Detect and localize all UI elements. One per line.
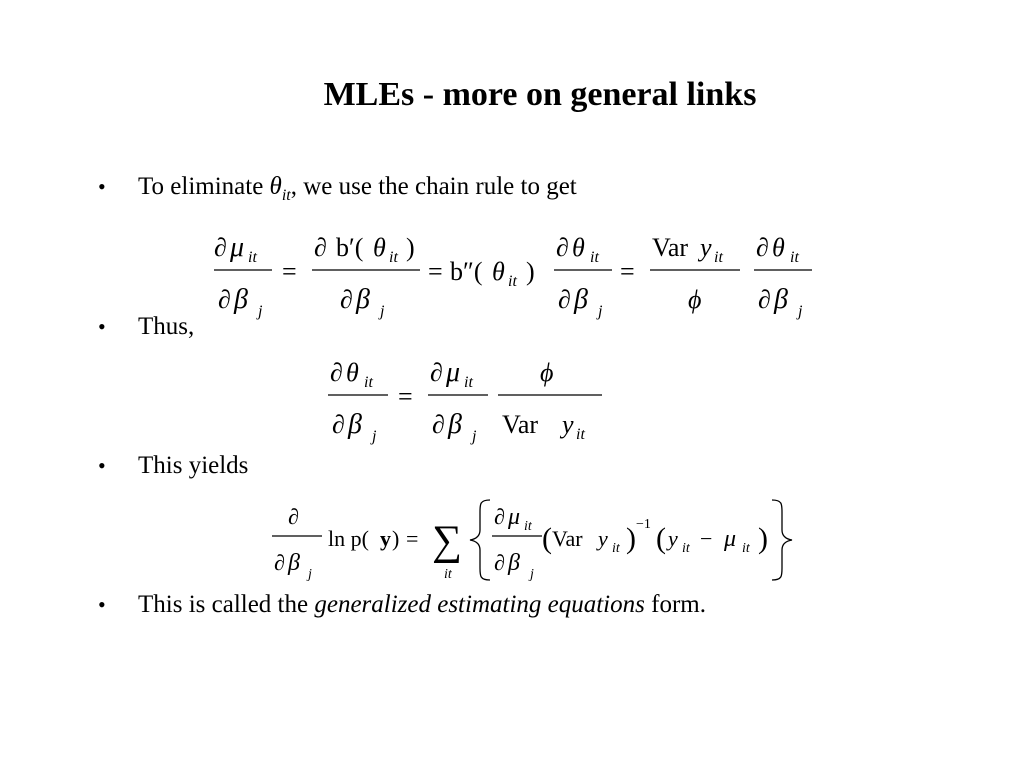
svg-text:): ): [406, 233, 415, 262]
svg-text:): ): [626, 522, 636, 555]
svg-text:β: β: [508, 550, 520, 576]
svg-text:it: it: [590, 249, 599, 266]
svg-text:Var: Var: [552, 526, 583, 551]
svg-text:θ: θ: [772, 233, 785, 262]
svg-text:y: y: [562, 410, 574, 439]
svg-text:β: β: [234, 284, 248, 315]
svg-text:∂: ∂: [432, 410, 445, 439]
slide-title: MLEs - more on general links: [323, 76, 757, 113]
svg-text:Var: Var: [502, 410, 539, 439]
svg-text:y: y: [380, 526, 391, 551]
svg-text:y: y: [598, 526, 608, 551]
svg-text:∂: ∂: [340, 285, 353, 314]
bullet-gee-form: [98, 590, 706, 620]
svg-text:b″(: b″(: [450, 257, 483, 286]
svg-text:ϕ: ϕ: [540, 358, 554, 387]
svg-text:=: =: [398, 382, 413, 411]
svg-text:μ: μ: [724, 526, 737, 552]
bullet-chain-rule: [98, 172, 577, 211]
svg-text:∂: ∂: [558, 285, 571, 314]
svg-text:∂: ∂: [332, 410, 345, 439]
svg-text:it: it: [612, 541, 620, 556]
svg-text:ln p(: ln p(: [328, 526, 369, 551]
svg-text:it: it: [682, 541, 690, 556]
svg-text:∂: ∂: [214, 233, 227, 262]
svg-text:=: =: [620, 257, 635, 286]
equation-thus: [326, 353, 616, 448]
svg-text:∂: ∂: [288, 504, 299, 529]
svg-text:): ): [758, 522, 768, 555]
bullet-marker: •: [98, 592, 106, 617]
bullet-marker: •: [98, 314, 106, 339]
svg-text:b′(: b′(: [336, 233, 364, 262]
svg-text:∂: ∂: [556, 233, 569, 262]
svg-text:β: β: [288, 550, 300, 576]
svg-text:it: it: [508, 273, 517, 290]
svg-text:β: β: [348, 409, 362, 440]
svg-text:=: =: [428, 257, 443, 286]
svg-text:j: j: [308, 567, 312, 582]
svg-text:it: it: [524, 519, 532, 534]
svg-text:=: =: [406, 526, 419, 551]
svg-text:∂: ∂: [494, 550, 505, 575]
theta-symbol: θ: [269, 173, 282, 200]
svg-text:it: it: [742, 541, 750, 556]
svg-text:j: j: [530, 567, 534, 582]
svg-text:∂: ∂: [330, 358, 343, 387]
bullet-text-rest: , we use the chain rule to get: [290, 173, 577, 200]
bullet-thus: [98, 312, 194, 342]
svg-text:y: y: [700, 233, 712, 262]
bullet-marker: •: [98, 453, 106, 478]
svg-text:j: j: [258, 303, 263, 320]
svg-text:∂: ∂: [274, 550, 285, 575]
svg-text:=: =: [282, 257, 297, 286]
bullet-marker: •: [98, 174, 106, 199]
bullet-text: This is called the: [138, 591, 315, 618]
svg-text:∂: ∂: [756, 233, 769, 262]
svg-text:θ: θ: [373, 233, 386, 262]
svg-text:it: it: [790, 249, 799, 266]
svg-text:it: it: [714, 249, 723, 266]
svg-text:it: it: [364, 374, 373, 391]
svg-text:β: β: [574, 284, 588, 315]
svg-text:(: (: [656, 522, 666, 555]
svg-text:∂: ∂: [314, 233, 327, 262]
svg-text:β: β: [356, 284, 370, 315]
svg-text:it: it: [248, 249, 257, 266]
svg-text:∂: ∂: [494, 504, 505, 529]
bullet-emphasis: generalized estimating equations: [314, 591, 645, 618]
svg-text:it: it: [389, 249, 398, 266]
svg-text:μ: μ: [230, 232, 245, 263]
svg-text:it: it: [444, 567, 452, 582]
svg-text:∂: ∂: [758, 285, 771, 314]
bullet-text-rest: form.: [644, 591, 706, 618]
svg-text:−: −: [700, 526, 713, 551]
svg-text:∂: ∂: [430, 358, 443, 387]
svg-text:j: j: [598, 303, 603, 320]
svg-text:θ: θ: [572, 233, 585, 262]
bullet-text: This yields: [138, 452, 249, 479]
svg-text:θ: θ: [346, 358, 359, 387]
theta-subscript: it: [281, 187, 291, 204]
svg-text:it: it: [464, 374, 473, 391]
bullet-text: To eliminate: [138, 173, 270, 200]
bullet-this-yields: [98, 451, 248, 481]
svg-text:ϕ: ϕ: [688, 285, 702, 314]
bullet-text: Thus,: [138, 313, 195, 340]
svg-text:): ): [392, 526, 400, 551]
svg-text:μ: μ: [446, 357, 461, 388]
svg-text:j: j: [798, 303, 803, 320]
svg-text:(: (: [542, 522, 552, 555]
svg-text:it: it: [576, 426, 585, 443]
svg-text:j: j: [372, 428, 377, 445]
svg-text:Var: Var: [652, 233, 689, 262]
svg-text:β: β: [774, 284, 788, 315]
svg-text:∑: ∑: [432, 518, 462, 564]
svg-text:θ: θ: [492, 257, 505, 286]
svg-text:j: j: [472, 428, 477, 445]
svg-text:): ): [526, 257, 535, 286]
svg-text:β: β: [448, 409, 462, 440]
equation-chain-rule: [210, 228, 820, 323]
svg-text:μ: μ: [508, 504, 521, 530]
svg-text:∂: ∂: [218, 285, 231, 314]
svg-text:j: j: [380, 303, 385, 320]
equation-gee: [268, 494, 798, 586]
svg-text:−1: −1: [636, 517, 651, 532]
svg-text:y: y: [668, 526, 678, 551]
